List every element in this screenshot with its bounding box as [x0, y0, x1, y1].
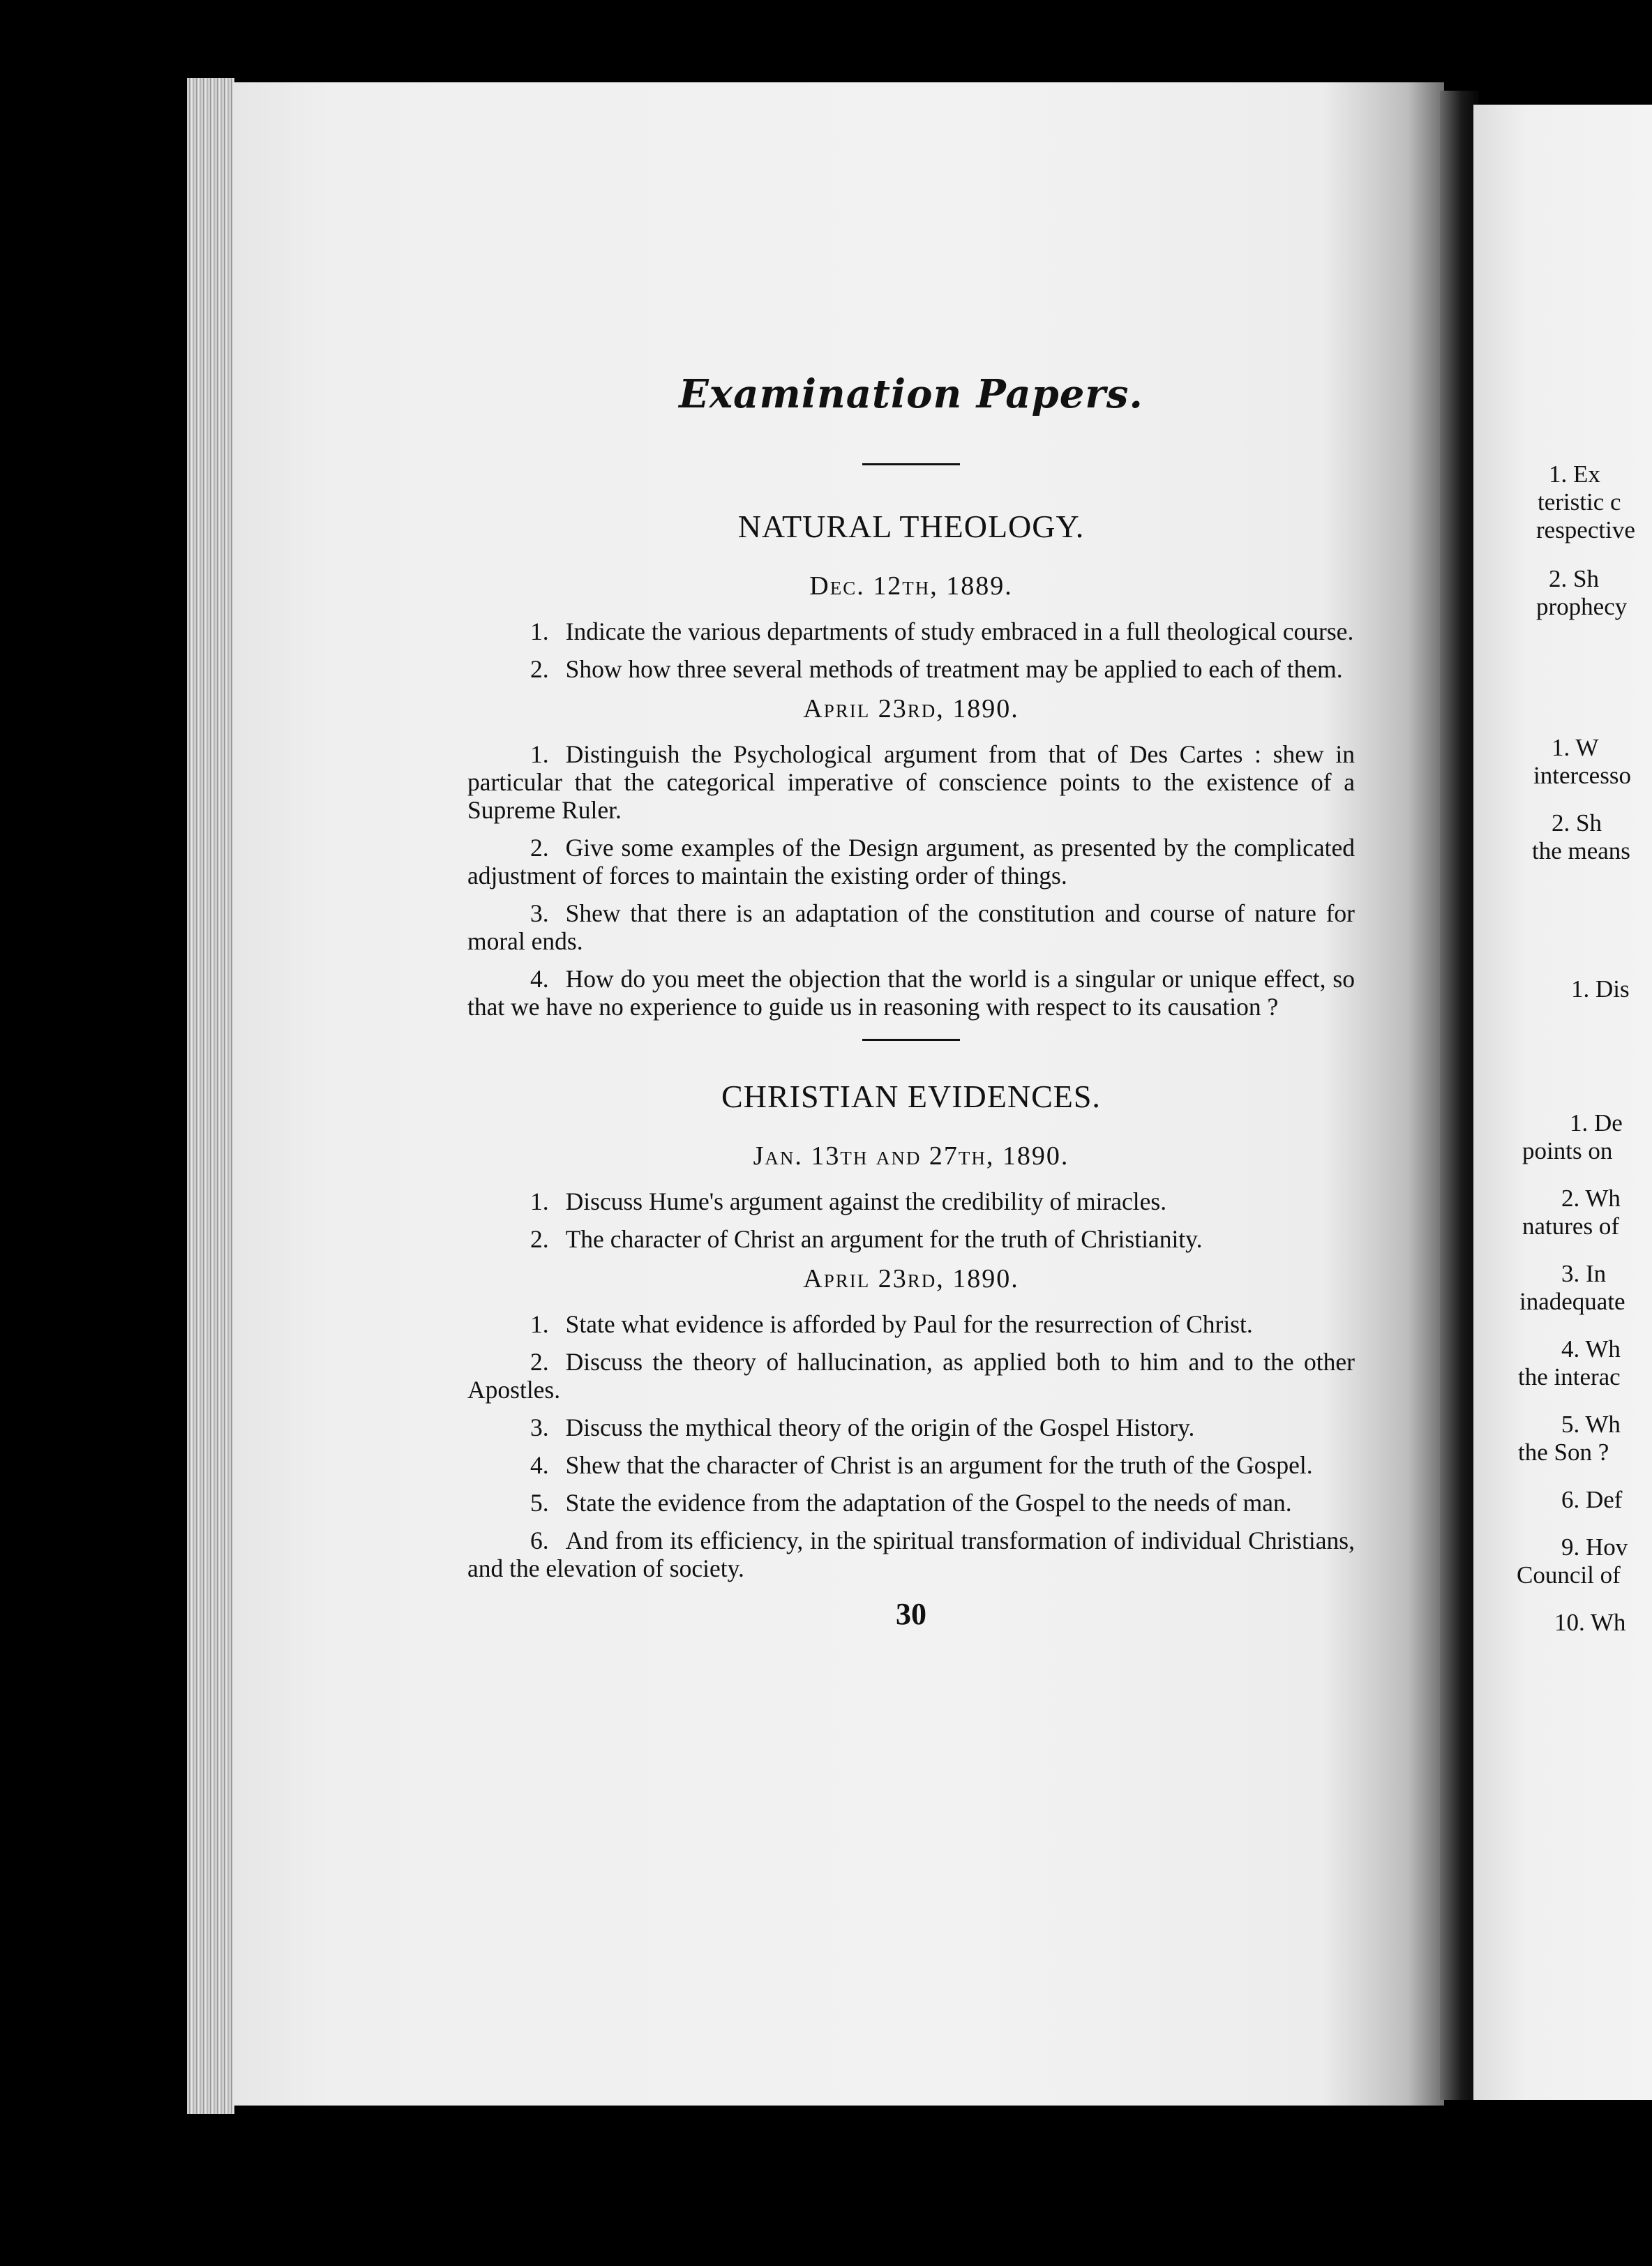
question-text: Shew that there is an adaptation of the constitution and course of nature for moral ends.	[467, 899, 1355, 955]
right-fragment: 2. Sh	[1549, 565, 1599, 592]
exam-date: April 23rd, 1890.	[803, 1264, 1019, 1293]
question	[467, 740, 1355, 824]
question-text: State what evidence is afforded by Paul for the resurrection of Christ.	[565, 1310, 1253, 1338]
question-number: 2.	[530, 655, 549, 683]
question	[467, 1187, 1355, 1215]
right-fragment: points on	[1522, 1137, 1613, 1164]
right-fragment: natures of	[1522, 1213, 1619, 1240]
question-text: Discuss the mythical theory of the origin of the Gospel History.	[565, 1413, 1195, 1441]
question-number: 1.	[530, 617, 549, 645]
right-fragment: the Son ?	[1518, 1439, 1609, 1466]
right-fragment: intercesso	[1533, 762, 1631, 789]
question	[467, 617, 1355, 645]
question-text: Distinguish the Psychological argument from that of Des Cartes : shew in particular that the categorical imperative of conscience points to the existence of a Supreme Ruler.	[467, 740, 1355, 824]
question	[467, 965, 1355, 1021]
page-number: 30	[896, 1597, 926, 1631]
right-fragment: 10. Wh	[1554, 1609, 1626, 1636]
question-text: How do you meet the objection that the world is a singular or unique effect, so that we have no experience to guide us in reasoning with respect to its causation ?	[467, 965, 1355, 1021]
right-fragment: prophecy	[1536, 593, 1628, 620]
question	[467, 834, 1355, 890]
question-number: 2.	[530, 1348, 549, 1376]
right-fragment: 2. Sh	[1552, 809, 1602, 836]
question	[467, 1413, 1355, 1441]
right-fragment: 9. Hov	[1561, 1533, 1628, 1561]
question-text: Give some examples of the Design argument, as presented by the complicated adjustment of forces to maintain the existing order of things.	[467, 834, 1355, 890]
question-text: The character of Christ an argument for the truth of Christianity.	[565, 1225, 1203, 1253]
question	[467, 1489, 1355, 1517]
question	[467, 1526, 1355, 1582]
right-fragment: 3. In	[1561, 1260, 1607, 1287]
right-fragment: inadequate	[1519, 1288, 1625, 1315]
section-heading-natural-theology: NATURAL THEOLOGY.	[737, 509, 1085, 544]
question-text: State the evidence from the adaptation of the Gospel to the needs of man.	[565, 1489, 1292, 1517]
question-number: 5.	[530, 1489, 549, 1517]
exam-date: Dec. 12th, 1889.	[809, 571, 1013, 601]
question-number: 3.	[530, 899, 549, 927]
question	[467, 1348, 1355, 1404]
right-fragment: 1. De	[1570, 1109, 1623, 1136]
question-number: 2.	[530, 834, 549, 862]
right-fragment: 1. Dis	[1571, 975, 1630, 1003]
question-number: 1.	[530, 1187, 549, 1215]
question-number: 4.	[530, 965, 549, 993]
page-content	[467, 370, 1355, 1631]
question	[467, 899, 1355, 955]
question-text: Indicate the various departments of study embraced in a full theological course.	[565, 617, 1354, 645]
question	[467, 1310, 1355, 1338]
question-number: 1.	[530, 1310, 549, 1338]
question	[467, 1225, 1355, 1253]
section-heading-christian-evidences: CHRISTIAN EVIDENCES.	[721, 1079, 1101, 1114]
question-number: 1.	[530, 740, 549, 768]
right-fragment: Council of	[1517, 1561, 1621, 1589]
right-fragment: 2. Wh	[1561, 1185, 1621, 1212]
question	[467, 1451, 1355, 1479]
exam-date: Jan. 13th and 27th, 1890.	[753, 1141, 1069, 1171]
question-number: 4.	[530, 1451, 549, 1479]
question-text: Discuss Hume's argument against the credibility of miracles.	[565, 1187, 1167, 1215]
right-fragment: 1. W	[1552, 734, 1599, 761]
right-fragment: the interac	[1518, 1363, 1621, 1390]
question-number: 3.	[530, 1413, 549, 1441]
exam-date: April 23rd, 1890.	[803, 694, 1019, 723]
right-fragment: 4. Wh	[1561, 1335, 1621, 1363]
question-text: And from its efficiency, in the spiritual transformation of individual Christians, and the elevation of society.	[467, 1526, 1355, 1582]
right-fragment: respective	[1536, 516, 1635, 543]
question-text: Discuss the theory of hallucination, as applied both to him and to the other Apostles.	[467, 1348, 1355, 1404]
section-rule	[862, 1039, 960, 1041]
question	[467, 655, 1355, 683]
right-fragment: the means	[1532, 837, 1630, 864]
right-fragment: 5. Wh	[1561, 1411, 1621, 1438]
right-fragment: 6. Def	[1561, 1486, 1623, 1513]
question-text: Show how three several methods of treatment may be applied to each of them.	[565, 655, 1343, 683]
question-text: Shew that the character of Christ is an argument for the truth of the Gospel.	[565, 1451, 1313, 1479]
right-fragment: 1. Ex	[1549, 460, 1600, 488]
book-page-edge	[187, 78, 234, 2114]
right-fragment: teristic c	[1538, 488, 1621, 516]
question-number: 6.	[530, 1526, 549, 1554]
title-rule	[862, 463, 960, 465]
page-title: Examination Papers.	[679, 371, 1143, 417]
question-number: 2.	[530, 1225, 549, 1253]
right-page	[1473, 105, 1652, 2100]
